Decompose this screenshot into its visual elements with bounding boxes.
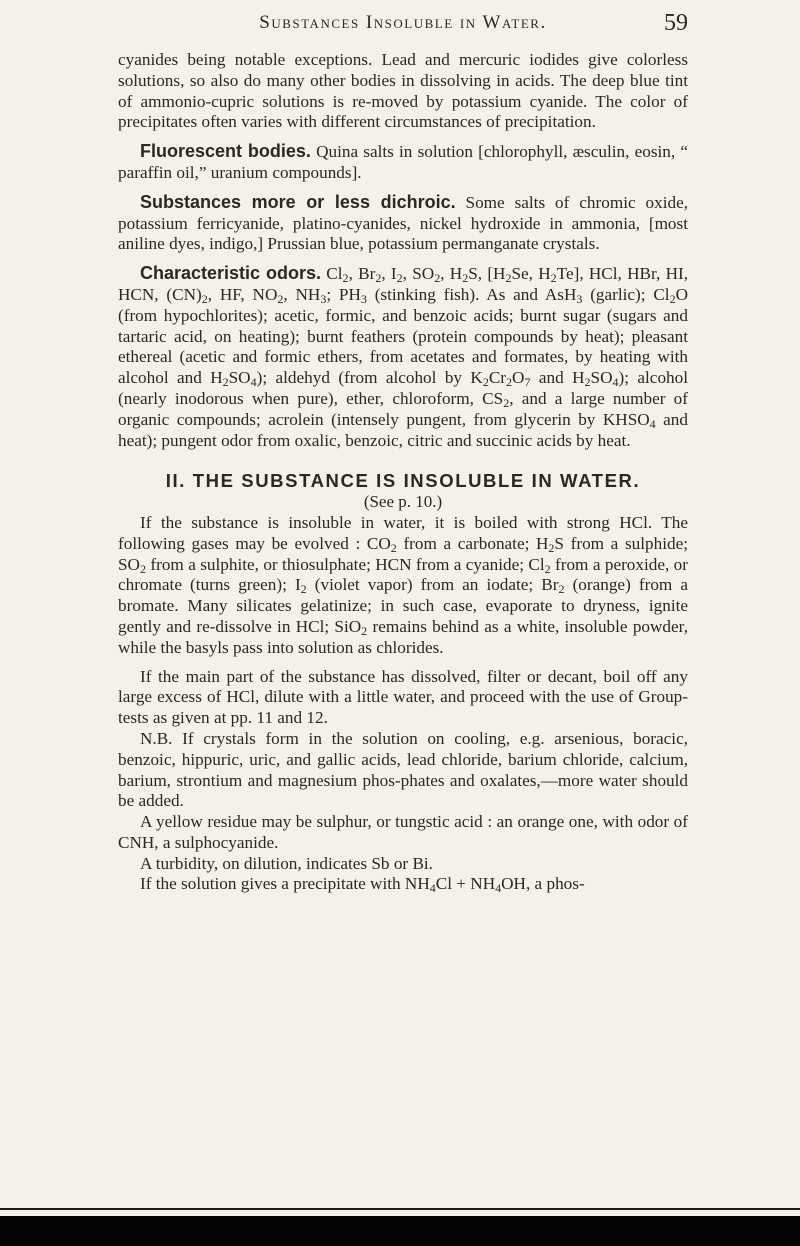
lead-odors: Characteristic odors. <box>140 263 322 284</box>
scan-bottom-margin <box>0 1216 800 1246</box>
section-heading: II. THE SUBSTANCE IS INSOLUBLE IN WATER. <box>165 470 641 492</box>
paragraph-cyanides: cyanides being notable exceptions. Lead and mercuric iodides give colorless solutions, so also do many other bodies in dissolving in acids. The deep blue tint of ammonio-cupric solutions is re-moved by potassium cyanide. The color of precipitates often varies with different circumstances of precipitation. <box>118 50 688 132</box>
scan-edge-line <box>0 1208 800 1210</box>
page-header <box>118 8 688 40</box>
section-reference: (See p. 10.) <box>363 492 443 512</box>
paragraph-dichroic: Substances more or less dichroic. Some salts of chromic oxide, potassium ferricyanide, platino-cyanides, nickel hydroxide in ammonia, [most aniline dyes, indigo,] Prussian blue, potassium permanganate crystals. <box>118 191 688 254</box>
paragraph-precipitate: If the solution gives a precipitate with $NH_4Cl + NH_4OH$, a phos- <box>140 874 585 896</box>
paragraph-fluorescent: Fluorescent bodies. Quina salts in solution [chlorophyll, æsculin, eosin, “ paraffin oil,” uranium compounds]. <box>118 141 688 182</box>
running-title: Substances Insoluble in Water. <box>259 12 547 33</box>
page-number: 59 <box>664 10 688 36</box>
paragraph-decant: If the main part of the substance has dissolved, filter or decant, boil off any large excess of HCl, dilute with a little water, and proceed with the use of Group-tests as given at pp. 11 and 12. <box>118 666 688 728</box>
paragraph-yellow-residue: A yellow residue may be sulphur, or tungstic acid : an orange one, with odor of CNH, a sulphocyanide. <box>118 812 688 852</box>
lead-dichroic: Substances more or less dichroic. <box>140 191 456 212</box>
paragraph-insoluble: If the substance is insoluble in water, it is boiled with strong HCl. The following gases may be evolved : $CO_2$ from a carbonate; $H_2S$ from a sulphide; $SO_2$ from a sulphite, or thiosulphate; HCN from a cyanide; $Cl_2$ from a peroxide, or chromate (turns green); $I_2$ (violet vapor) from an iodate; $Br_2$ (orange) from a bromate. Many silicates gelatinize; in such case, evaporate to dryness, ignite gently and re-dissolve in HCl; SiO$_2$ remains behind as a white, insoluble powder, while the basyls pass into solution as chlorides. <box>118 512 688 657</box>
lead-fluorescent: Fluorescent bodies. <box>140 141 311 162</box>
paragraph-nb-crystals: N.B. If crystals form in the solution on cooling, e.g. arsenious, boracic, benzoic, hippuric, uric, and gallic acids, lead chloride, barium chloride, calcium, barium, strontium and magnesium phos-phates and oxalates,—more water should be added. <box>118 728 688 811</box>
paragraph-odors: Characteristic odors. $Cl_2$, $Br_2$, $I_2$, $SO_2$, $H_2S$, [$H_2Se$, $H_2Te$], HCl, HBr, HI, HCN, $(CN)_2$, HF, $NO_2$, $NH_3$; $PH_3$ (stinking fish). As and AsH$_3$ (garlic); $Cl_2O$ (from hypochlorites); acetic, formic, and benzoic acids; burnt sugar (sugars and tartaric acid, on heating); burnt feathers (protein compounds by heat); pleasant ethereal (acetic and formic ethers, from acetates and formates, by heating with alcohol and $H_2SO_4$); aldehyd (from alcohol by $K_2Cr_2O_7$ and $H_2SO_4$); alcohol (nearly inodorous when pure), ether, chloroform, $CS_2$, and a large number of organic compounds; acrolein (intensely pungent, from glycerin by $KHSO_4$ and heat); pungent odor from oxalic, benzoic, citric and succinic acids by heat. <box>118 263 689 450</box>
page-body <box>118 50 688 895</box>
paragraph-turbidity: A turbidity, on dilution, indicates Sb or Bi. <box>140 853 433 873</box>
